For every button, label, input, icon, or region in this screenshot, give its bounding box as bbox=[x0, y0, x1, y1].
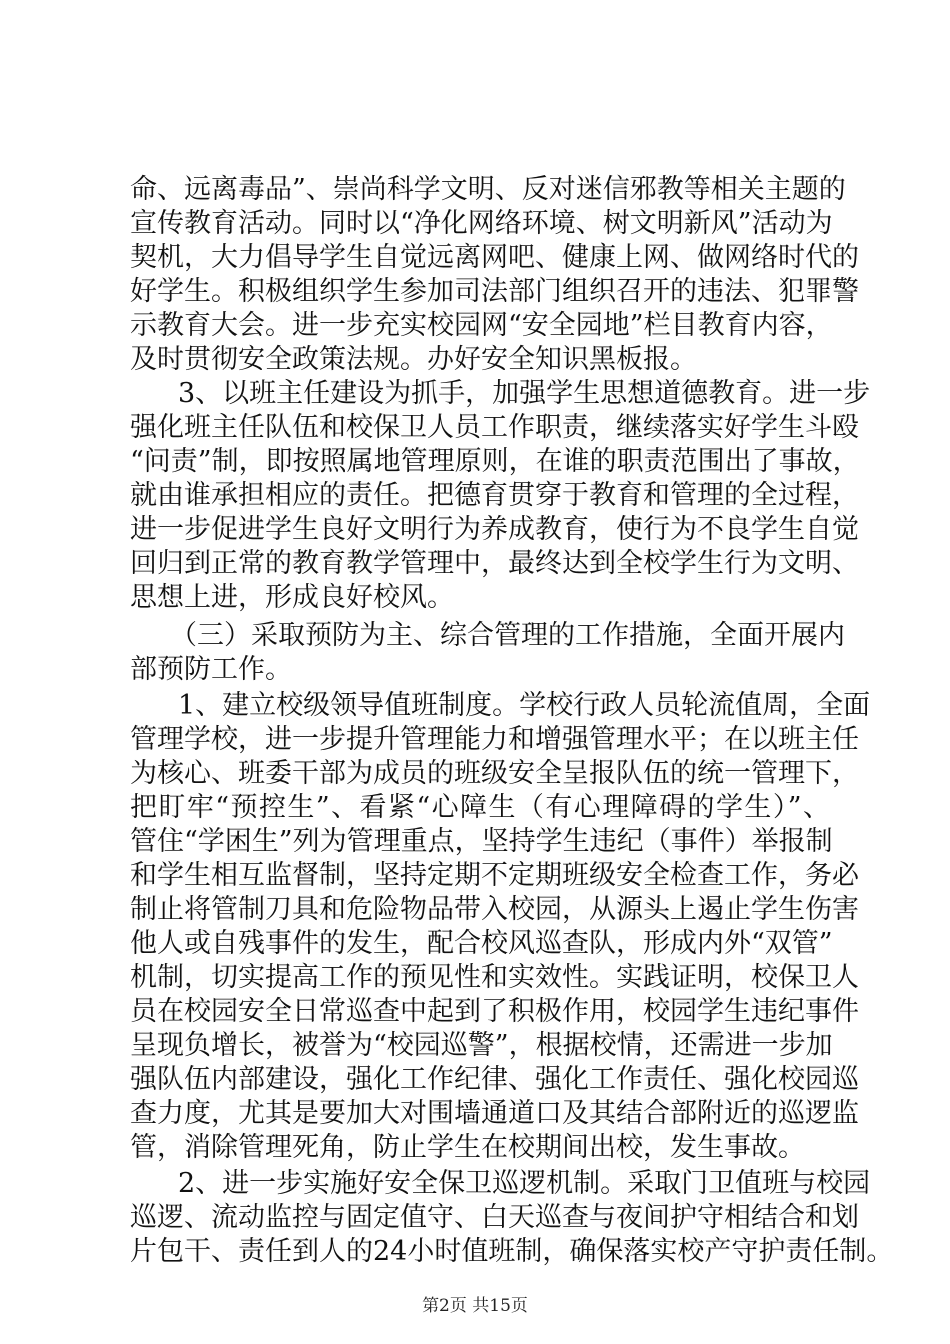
text-line: 机制，切实提高工作的预见性和实效性。实践证明，校保卫人 bbox=[130, 962, 859, 993]
text-line: 好学生。积极组织学生参加司法部门组织召开的违法、犯罪警 bbox=[130, 276, 859, 307]
text-line: 进一步促进学生良好文明行为养成教育，使行为不良学生自觉 bbox=[130, 514, 859, 545]
text-line: 他人或自残事件的发生，配合校风巡查队，形成内外“双管” bbox=[130, 928, 833, 959]
text-line: 强队伍内部建设，强化工作纪律、强化工作责任、强化校园巡 bbox=[130, 1064, 859, 1095]
text-line: 呈现负增长，被誉为“校园巡警”，根据校情，还需进一步加 bbox=[130, 1030, 833, 1061]
text-line: 就由谁承担相应的责任。把德育贯穿于教育和管理的全过程， bbox=[130, 480, 859, 511]
text-line: 强化班主任队伍和校保卫人员工作职责，继续落实好学生斗殴 bbox=[130, 412, 859, 443]
text-line: 管，消除管理死角，防止学生在校期间出校，发生事故。 bbox=[130, 1132, 805, 1163]
text-line: 查力度，尤其是要加大对围墙通道口及其结合部附近的巡逻监 bbox=[130, 1098, 859, 1129]
page-footer: 第2页 共15页 bbox=[422, 1296, 528, 1316]
text-line: 契机，大力倡导学生自觉远离网吧、健康上网、做网络时代的 bbox=[130, 242, 859, 273]
text-line: 员在校园安全日常巡查中起到了积极作用，校园学生违纪事件 bbox=[130, 996, 859, 1027]
text-line: 和学生相互监督制，坚持定期不定期班级安全检查工作，务必 bbox=[130, 860, 859, 891]
text-line: 管住“学困生”列为管理重点，坚持学生违纪（事件）举报制 bbox=[130, 826, 833, 857]
text-line: 片包干、责任到人的24小时值班制，确保落实校产守护责任制。 bbox=[130, 1236, 894, 1267]
text-line: 回归到正常的教育教学管理中，最终达到全校学生行为文明、 bbox=[130, 548, 859, 579]
text-line: 思想上进，形成良好校风。 bbox=[130, 582, 454, 613]
text-line: 示教育大会。进一步充实校园网“安全园地”栏目教育内容， bbox=[130, 310, 833, 341]
paragraph-start-line: 2、进一步实施好安全保卫巡逻机制。采取门卫值班与校园 bbox=[178, 1168, 871, 1199]
text-line: 管理学校，进一步提升管理能力和增强管理水平；在以班主任 bbox=[130, 724, 859, 755]
text-line: 巡逻、流动监控与固定值守、白天巡查与夜间护守相结合和划 bbox=[130, 1202, 859, 1233]
text-line: “问责”制，即按照属地管理原则，在谁的职责范围出了事故， bbox=[130, 446, 860, 477]
section-heading-line: 部预防工作。 bbox=[130, 654, 292, 685]
section-heading-line: （三）采取预防为主、综合管理的工作措施，全面开展内 bbox=[170, 620, 845, 651]
paragraph-start-line: 3、以班主任建设为抓手，加强学生思想道德教育。进一步 bbox=[178, 378, 871, 409]
text-line: 命、远离毒品”、崇尚科学文明、反对迷信邪教等相关主题的 bbox=[130, 174, 846, 205]
text-line: 制止将管制刀具和危险物品带入校园，从源头上遏止学生伤害 bbox=[130, 894, 859, 925]
text-line: 宣传教育活动。同时以“净化网络环境、树文明新风”活动为 bbox=[130, 208, 833, 239]
paragraph-start-line: 1、建立校级领导值班制度。学校行政人员轮流值周，全面 bbox=[178, 690, 871, 721]
text-line: 为核心、班委干部为成员的班级安全呈报队伍的统一管理下， bbox=[130, 758, 859, 789]
text-line: 及时贯彻安全政策法规。办好安全知识黑板报。 bbox=[130, 344, 697, 375]
text-line: 把盯牢“预控生”、看紧“心障生（有心理障碍的学生）”、 bbox=[130, 792, 830, 823]
